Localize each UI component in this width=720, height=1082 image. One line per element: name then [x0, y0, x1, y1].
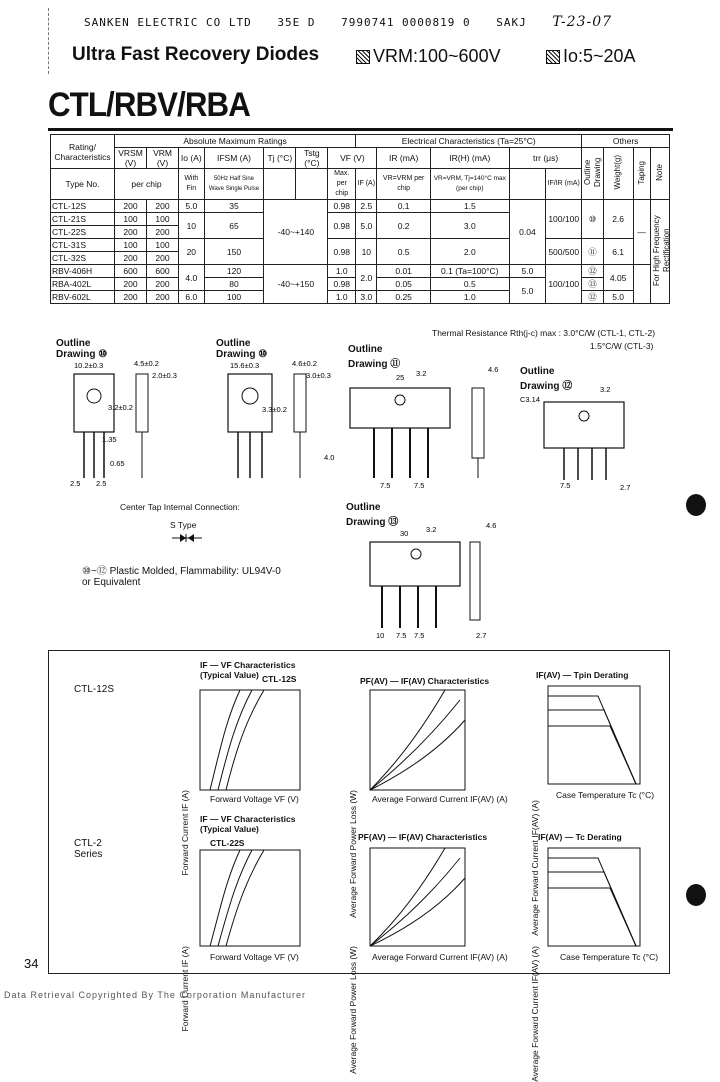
ir-sub-label: VR=VRM per chip — [377, 169, 430, 200]
vrsm-cell: 100 — [115, 213, 147, 226]
dim-b3: 3.0±0.3 — [306, 371, 331, 380]
graph-3-xlabel: Case Temperature Tc (°C) — [556, 790, 655, 800]
outline-label-3: Outline Drawing ⑪ — [348, 344, 401, 370]
vrsm-cell: 200 — [115, 252, 147, 265]
ifir-cell-1: 100/100 — [546, 200, 582, 239]
io-marker-icon — [546, 50, 560, 64]
irh-sub-label: VR=VRM, Tj=140°C max (per chip) — [430, 169, 509, 200]
vf-cell: 0.98 — [328, 200, 356, 213]
weight-header — [603, 148, 633, 200]
vrsm-cell: 600 — [115, 265, 147, 278]
graph-4-tag: CTL-22S — [210, 838, 245, 848]
dim-a6: 0.65 — [110, 459, 125, 468]
io-spec — [546, 46, 636, 67]
dim-e6: 7.5 — [414, 631, 425, 640]
handwritten-note: T-23-07 — [552, 14, 613, 30]
graph-5-ylabel: Average Forward Power Loss (W) — [348, 946, 358, 1074]
tj-header: Tj (°C) — [264, 148, 296, 169]
graph-5 — [370, 848, 465, 946]
ir-cell: 0.01 — [377, 265, 430, 278]
taping-cell-2 — [633, 265, 650, 304]
type-cell: CTL-22S — [51, 226, 115, 239]
type-cell: RBV-602L — [51, 291, 115, 304]
tj-range-1: -40~+140 — [264, 200, 328, 265]
io-cell: 10 — [179, 213, 205, 239]
ir-cell: 0.25 — [377, 291, 430, 304]
dim-e7: 2.7 — [476, 631, 487, 640]
graph-6-xlabel: Case Temperature Tc (°C) — [560, 952, 659, 962]
graph-row-label-2: CTL-2 Series — [74, 838, 103, 860]
dim-d4: 2.7 — [620, 483, 631, 492]
ifsm-cell: 80 — [204, 278, 264, 291]
graph-4-ylabel: Forward Current IF (A) — [180, 946, 190, 1032]
graph-5-title: PF(AV) — IF(AV) Characteristics — [358, 832, 488, 842]
taping-header — [633, 148, 650, 200]
ifir-sub-label: IF/IR (mA) — [546, 169, 582, 200]
dim-b4: 3.3±0.2 — [262, 405, 287, 414]
perchip-label: per chip — [115, 169, 179, 200]
dim-b1: 15.6±0.3 — [230, 361, 260, 370]
vrsm-cell: 200 — [115, 291, 147, 304]
header-code-2: 7990741 0000819 0 — [341, 16, 471, 29]
page-number: 34 — [24, 956, 39, 971]
graph-2-ylabel: Average Forward Power Loss (W) — [348, 790, 358, 918]
dim-a2: 4.5±0.2 — [134, 359, 159, 368]
irh-cell: 1.5 — [430, 200, 509, 213]
company-name: SANKEN ELECTRIC CO LTD — [84, 16, 252, 29]
graph-1-xlabel: Forward Voltage VF (V) — [210, 794, 299, 804]
if-cell: 2.5 — [356, 200, 377, 213]
vrm-cell: 100 — [147, 239, 179, 252]
s-type-label: S Type — [170, 520, 197, 530]
graph-1 — [200, 690, 300, 790]
ifsm-cell: 120 — [204, 265, 264, 278]
dim-a3: 2.0±0.3 — [152, 371, 177, 380]
vrsm-cell: 100 — [115, 239, 147, 252]
type-cell: CTL-21S — [51, 213, 115, 226]
tstg-sub — [296, 169, 328, 200]
series-heading: CTL/RBV/RBA — [48, 86, 250, 124]
vf-cell: 1.0 — [328, 291, 356, 304]
graph-2-xlabel: Average Forward Current IF(AV) (A) — [372, 794, 508, 804]
irh-cell: 0.1 (Ta=100°C) — [430, 265, 509, 278]
tstg-header: Tstg (°C) — [296, 148, 328, 169]
outline-cell-2: ⑪ — [582, 239, 603, 265]
graph-4 — [200, 850, 300, 946]
note-cell — [650, 200, 669, 304]
tj-sub — [264, 169, 296, 200]
dim-d2: C3.14 — [520, 395, 541, 404]
vrsm-header: VRSM (V) — [115, 148, 147, 169]
abs-max-header: Absolute Maximum Ratings — [115, 135, 356, 148]
table-row — [51, 265, 670, 278]
trr-cell-3: 5.0 — [509, 265, 545, 278]
graph-6-title: IF(AV) — Tc Derating — [538, 832, 622, 842]
dim-c5: 7.5 — [380, 481, 391, 490]
vrsm-cell: 200 — [115, 226, 147, 239]
outline-label-4: Outline Drawing ⑫ — [520, 366, 573, 392]
irh-cell: 1.0 — [430, 291, 509, 304]
outline-label-5: Outline Drawing ⑬ — [346, 502, 399, 528]
ir-header: IR (mA) — [377, 148, 430, 169]
margin-line — [48, 8, 49, 74]
dim-a1: 10.2±0.3 — [74, 361, 104, 370]
dim-b2: 4.6±0.2 — [292, 359, 317, 368]
graph-1-title: IF — VF Characteristics (Typical Value) — [200, 660, 296, 680]
header-code-3: SAKJ — [496, 16, 527, 29]
vrm-cell: 200 — [147, 200, 179, 213]
taping-header-text: Taping — [636, 160, 646, 185]
dim-a8: 2.5 — [96, 479, 107, 488]
center-tap-label: Center Tap Internal Connection: — [120, 502, 240, 512]
type-no-header: Type No. — [51, 169, 115, 200]
binder-hole — [686, 884, 706, 906]
ifsm-cell: 65 — [204, 213, 264, 239]
vf-header: VF (V) — [328, 148, 377, 169]
ifsm-cell: 150 — [204, 239, 264, 265]
outline-cell-3: ⑫ — [582, 265, 603, 278]
dim-e4: 10 — [376, 631, 385, 640]
graph-row-label-1: CTL-12S — [74, 684, 115, 695]
ifsm-sub-label: 50Hz Half Sine Wave Single Pulse — [204, 169, 264, 200]
type-cell: CTL-31S — [51, 239, 115, 252]
dim-e1: 30 — [400, 529, 409, 538]
weight-cell-1: 2.6 — [603, 200, 633, 239]
vf-cell: 0.98 — [328, 213, 356, 239]
vrm-cell: 200 — [147, 252, 179, 265]
graph-5-xlabel: Average Forward Current IF(AV) (A) — [372, 952, 508, 962]
vrm-cell: 200 — [147, 291, 179, 304]
trr-sub-blank — [509, 169, 545, 200]
io-cell: 6.0 — [179, 291, 205, 304]
dim-e3: 4.6 — [486, 521, 497, 530]
if-sub-label: IF (A) — [356, 169, 377, 200]
irh-header: IR(H) (mA) — [430, 148, 509, 169]
dim-c4: 4.0 — [324, 453, 335, 462]
vrm-spec — [356, 46, 501, 67]
withfin-label: With Fin — [179, 169, 205, 200]
vf-cell: 1.0 — [328, 265, 356, 278]
page-title: Ultra Fast Recovery Diodes — [72, 44, 320, 65]
note-header — [650, 148, 669, 200]
heading-rule — [48, 128, 673, 131]
if-cell: 3.0 — [356, 291, 377, 304]
graph-1-ylabel: Forward Current IF (A) — [180, 790, 190, 876]
note-header-text: Note — [654, 164, 664, 181]
trr-header: trr (μs) — [509, 148, 582, 169]
dim-d3: 7.5 — [560, 481, 571, 490]
ifsm-cell: 100 — [204, 291, 264, 304]
dim-a4: 3.2±0.2 — [108, 403, 133, 412]
vrm-cell: 600 — [147, 265, 179, 278]
dim-c3: 4.6 — [488, 365, 499, 374]
vrsm-cell: 200 — [115, 278, 147, 291]
trr-cell-4: 5.0 — [509, 278, 545, 304]
graph-3-title: IF(AV) — Tpin Derating — [536, 670, 629, 680]
io-cell: 5.0 — [179, 200, 205, 213]
graph-2 — [370, 690, 465, 790]
io-cell: 4.0 — [179, 265, 205, 291]
outline-cell-5: ⑫ — [582, 291, 603, 304]
vrm-cell: 100 — [147, 213, 179, 226]
footer-text: Data Retrieval Copyrighted By The Corporation Manufacturer — [4, 990, 306, 1000]
spec-table — [50, 134, 670, 304]
rating-header: Rating/ Characteristics — [51, 135, 115, 169]
trr-cell-1: 0.04 — [509, 200, 545, 265]
vf-max-label: Max. per chip — [328, 169, 356, 200]
if-cell: 10 — [356, 239, 377, 265]
outline-header — [582, 148, 603, 200]
type-cell: CTL-12S — [51, 200, 115, 213]
tj-range-2: -40~+150 — [264, 265, 328, 304]
outline-label-2: Outline Drawing ⑩ — [216, 338, 268, 360]
weight-cell-3: 4.05 — [603, 265, 633, 291]
ir-cell: 0.1 — [377, 200, 430, 213]
vrm-value: VRM:100~600V — [373, 46, 501, 66]
dim-e5: 7.5 — [396, 631, 407, 640]
dim-c1: 25 — [396, 373, 405, 382]
irh-cell: 2.0 — [430, 239, 509, 265]
dim-c2: 3.2 — [416, 369, 427, 378]
graph-1-tag: CTL-12S — [262, 674, 297, 684]
table-row — [51, 239, 670, 252]
graph-3 — [548, 686, 640, 784]
table-row — [51, 200, 670, 213]
outline-drawing-5 — [340, 521, 510, 644]
vrsm-cell: 200 — [115, 200, 147, 213]
if-cell: 5.0 — [356, 213, 377, 239]
dim-a5: 1.35 — [102, 435, 117, 444]
type-cell: CTL-32S — [51, 252, 115, 265]
io-value: Io:5~20A — [563, 46, 636, 66]
dim-a7: 2.5 — [70, 479, 81, 488]
ifsm-cell: 35 — [204, 200, 264, 213]
weight-header-text: Weight(g) — [613, 155, 623, 190]
taping-cell: — — [633, 200, 650, 265]
ifir-cell-3: 100/100 — [546, 265, 582, 304]
ir-cell: 0.5 — [377, 239, 430, 265]
if-cell: 2.0 — [356, 265, 377, 291]
outline-drawing-2 — [200, 360, 330, 490]
binder-hole — [686, 494, 706, 516]
graph-2-title: PF(AV) — IF(AV) Characteristics — [360, 676, 490, 686]
outline-drawing-1 — [56, 360, 176, 490]
irh-cell: 0.5 — [430, 278, 509, 291]
vrm-cell: 200 — [147, 226, 179, 239]
header-code-1: 35E D — [277, 16, 316, 29]
document-header — [84, 14, 630, 30]
ir-cell: 0.2 — [377, 213, 430, 239]
dim-d1: 3.2 — [600, 385, 611, 394]
vrm-header: VRM (V) — [147, 148, 179, 169]
outline-header-text: Outline Drawing — [583, 157, 603, 188]
graph-6-ylabel: Average Forward Current IF(AV) (A) — [530, 946, 540, 1082]
graph-4-xlabel: Forward Voltage VF (V) — [210, 952, 299, 962]
outline-cell-1: ⑩ — [582, 200, 603, 239]
vf-cell: 0.98 — [328, 278, 356, 291]
graph-6 — [548, 848, 640, 946]
thermal-line-1: Thermal Resistance Rth(j-c) max : 3.0°C/W (CTL-1, CTL-2) — [432, 328, 656, 338]
dim-e2: 3.2 — [426, 525, 437, 534]
graph-4-title: IF — VF Characteristics (Typical Value) — [200, 814, 296, 834]
vrm-marker-icon — [356, 50, 370, 64]
vf-cell: 0.98 — [328, 239, 356, 265]
elec-header: Electrical Characteristics (Ta=25°C) — [356, 135, 582, 148]
io-cell: 20 — [179, 239, 205, 265]
ifir-cell-2: 500/500 — [546, 239, 582, 265]
dim-c6: 7.5 — [414, 481, 425, 490]
ir-cell: 0.05 — [377, 278, 430, 291]
ifsm-header: IFSM (A) — [204, 148, 264, 169]
diode-symbol-icon — [172, 532, 202, 544]
outline-cell-4: ⑬ — [582, 278, 603, 291]
type-cell: RBV-406H — [51, 265, 115, 278]
outline-drawing-4 — [520, 385, 680, 498]
irh-cell: 3.0 — [430, 213, 509, 239]
weight-cell-2: 6.1 — [603, 239, 633, 265]
thermal-line-2: 1.5°C/W (CTL-3) — [590, 341, 654, 351]
vrm-cell: 200 — [147, 278, 179, 291]
weight-cell-4: 5.0 — [603, 291, 633, 304]
outline-drawing-3 — [324, 365, 510, 498]
outline-label-1: Outline Drawing ⑩ — [56, 338, 108, 360]
others-header: Others — [582, 135, 670, 148]
type-cell: RBA-402L — [51, 278, 115, 291]
io-header: Io (A) — [179, 148, 205, 169]
plastic-note: ⑩~⑫ Plastic Molded, Flammability: UL94V-0 or Equivalent — [82, 566, 281, 588]
note-text: For High Frequency Rectification — [651, 215, 671, 286]
graph-3-ylabel: Average Forward Current IF(AV) (A) — [530, 800, 540, 936]
